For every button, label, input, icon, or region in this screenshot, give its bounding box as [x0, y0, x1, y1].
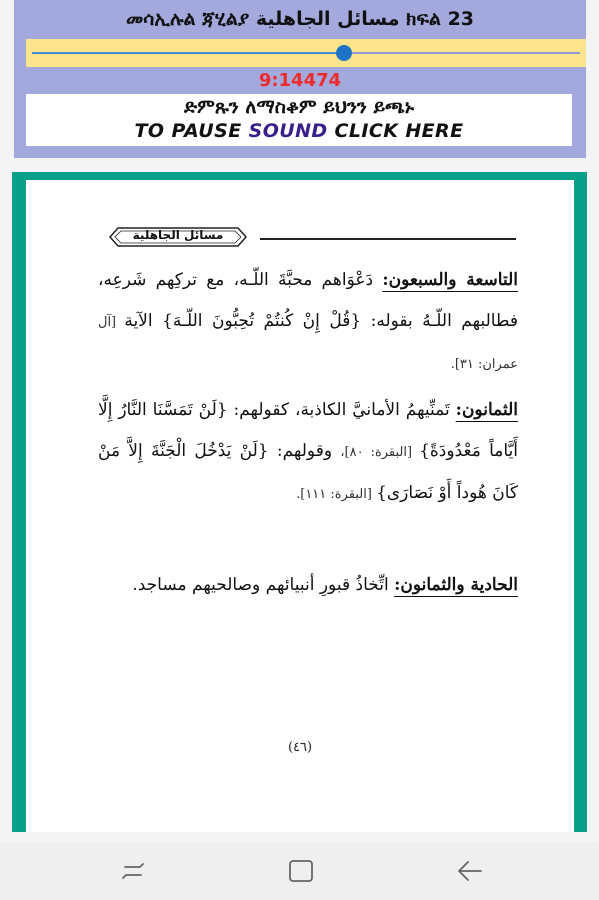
pause-text-part3: CLICK HERE [327, 120, 464, 142]
home-button[interactable] [286, 858, 316, 884]
paragraph-body-continued: وقولهم: {لَنْ يَدْخُلَ الْجَنَّةَ إِلاَّ مَنْ كَانَ هُوداً أَوْ نَصَارَى} [98, 441, 518, 503]
seek-bar-progress [32, 52, 344, 54]
recent-apps-icon [118, 858, 148, 884]
quran-reference: [البقرة: ١١١]. [296, 487, 377, 502]
android-nav-bar [0, 843, 599, 900]
pause-sound-button[interactable] [26, 94, 572, 146]
home-icon [286, 858, 316, 884]
header-title: مسائل الجاهلية [132, 228, 224, 242]
audio-player-panel [14, 0, 586, 158]
seek-bar-thumb[interactable] [336, 45, 352, 61]
quran-reference: [آل عمران: ٣١]. [98, 315, 518, 372]
pause-text-part1: TO PAUSE [134, 120, 249, 142]
header-cartouche [108, 225, 248, 249]
paragraph-80 [98, 390, 518, 515]
pause-text-sound: SOUND [248, 120, 328, 142]
seek-bar[interactable] [26, 39, 586, 67]
book-page[interactable] [26, 180, 574, 832]
paragraph-81 [98, 565, 518, 606]
page-number: (٤٦) [287, 740, 313, 755]
paragraph-body: دَعْوَاهم محبَّةَ اللّـه، مع تركِهم شَرعِه، فطالبهم اللّـهُ بقوله: {قُلْ إِنْ كُنتُمْ تُحِبُّونَ اللّـهَ} الآية [98, 270, 519, 331]
lesson-title: መሳኢሉል ጃሂልያ مسائل الجاهلية ክፍል 23 [125, 8, 475, 30]
header-rule [260, 238, 516, 240]
pause-instruction-amharic: ድምጹን ለማስቆም ይህንን ይጫኑ [183, 96, 414, 118]
reader-frame [12, 172, 587, 832]
back-button[interactable] [454, 858, 484, 884]
playback-time: 9:14474 [258, 70, 342, 91]
recent-apps-button[interactable] [118, 858, 148, 884]
pause-instruction-english [26, 120, 572, 142]
quran-reference: [البقرة: ٨٠]، [340, 445, 420, 460]
paragraph-body: اتِّخاذُ قبورِ أنبيائهم وصالحيهم مساجد. [132, 575, 395, 595]
paragraph-heading: الحادية والثمانون: [394, 575, 518, 595]
paragraph-body: تَمنِّيهمُ الأمانيَّ الكاذبة، كقولهم: {لَنْ تَمَسَّنَا النَّارُ إِلَّا أَيَّاماً مَعْدُودَةً} [98, 400, 518, 461]
paragraph-heading: الثمانون: [455, 400, 518, 420]
back-icon [454, 858, 484, 884]
paragraph-heading: التاسعة والسبعون: [382, 270, 518, 290]
paragraph-79 [98, 260, 518, 385]
